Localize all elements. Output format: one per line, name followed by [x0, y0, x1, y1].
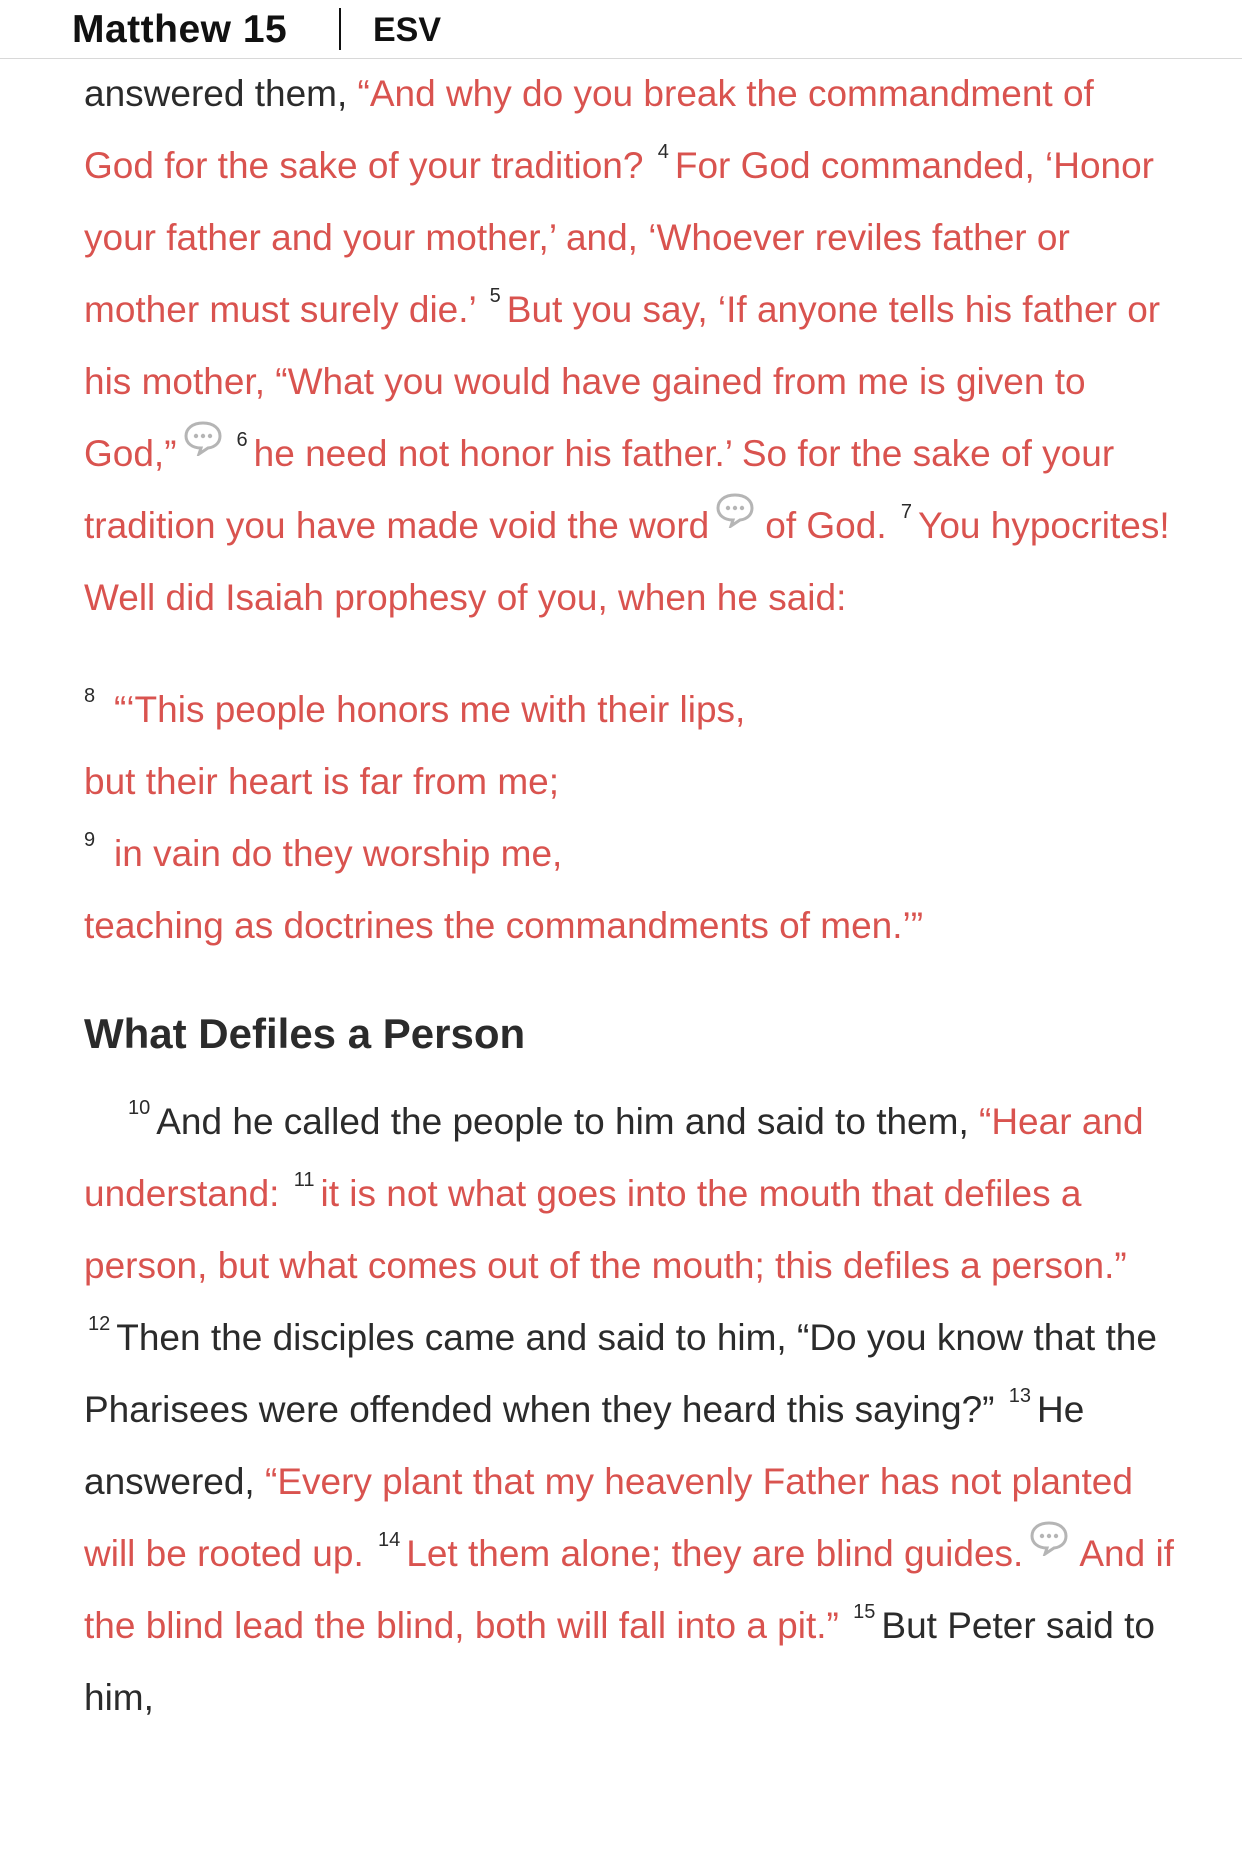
scripture-content: [84, 58, 1174, 1734]
verse-number: 13: [1008, 1385, 1032, 1407]
verse-text-red: he need not honor his father.’ So for the sake of your tradition you have made void the word: [84, 433, 1115, 546]
poetry-line: 8 “‘This people honors me with their lips,: [84, 685, 746, 730]
verse-number: 6: [236, 429, 248, 451]
verse-text-red: “Hear and understand:: [84, 1101, 1144, 1214]
version-label[interactable]: ESV: [373, 11, 442, 49]
header-divider: [339, 8, 341, 50]
verse-number: 5: [489, 285, 501, 307]
verse-number: 7: [900, 501, 913, 523]
verse-number: 14: [378, 1529, 401, 1551]
verse-text-red: of God.: [765, 505, 897, 546]
poetry-text: but their heart is far from me;: [84, 761, 560, 802]
verse-number: 12: [88, 1313, 111, 1335]
verse-text-red: “And why do you break the commandment of God for the sake of your tradition?: [84, 73, 1094, 186]
verse-text: He answered,: [84, 1389, 1085, 1502]
poetry-text: teaching as doctrines the commandments of men.’”: [84, 905, 924, 946]
book-chapter-title[interactable]: Matthew 15: [72, 8, 288, 51]
verse-number: 15: [853, 1601, 876, 1623]
verse-number: 10: [128, 1097, 151, 1119]
verse-text-red: For God commanded, ‘Honor your father and your mother,’ and, ‘Whoever reviles father or mother must surely die.’: [84, 145, 1155, 330]
verse-text-red: it is not what goes into the mouth that defiles a person, but what comes out of the mouth; this defiles a person.”: [84, 1173, 1127, 1286]
verse-text-red: You hypocrites! Well did Isaiah prophesy of you, when he said:: [84, 505, 1170, 618]
verse-text: answered them,: [84, 73, 358, 114]
paragraph-verses-3-7: [84, 58, 1174, 634]
verse-text: Then the disciples came and said to him, “Do you know that the Pharisees were offended when they heard this saying?”: [84, 1317, 1157, 1430]
poetry-block: [84, 674, 1174, 962]
footnote-comment-icon[interactable]: [183, 420, 223, 456]
verse-text: And he called the people to him and said to them,: [156, 1101, 980, 1142]
verse-text-red: Let them alone; they are blind guides.: [406, 1533, 1024, 1574]
section-heading: What Defiles a Person: [84, 1010, 526, 1057]
poetry-line: 9 in vain do they worship me,: [84, 829, 563, 874]
verse-text-red: And if the blind lead the blind, both will fall into a pit.”: [84, 1533, 1174, 1646]
paragraph-verses-10-15: [84, 1086, 1174, 1734]
poetry-text: “‘This people honors me with their lips,: [114, 689, 746, 730]
verse-text-red: “Every plant that my heavenly Father has not planted will be rooted up.: [84, 1461, 1133, 1574]
verse-text: But Peter said to him,: [84, 1605, 1155, 1718]
verse-number: 11: [293, 1169, 315, 1191]
footnote-comment-icon[interactable]: [1029, 1520, 1069, 1556]
poetry-line: [84, 746, 1174, 818]
verse-text-red: But you say, ‘If anyone tells his father or his mother, “What you would have gained from me is given to God,”: [84, 289, 1161, 474]
top-bar: [0, 0, 1242, 59]
poetry-line: [84, 890, 1174, 962]
verse-number: 4: [657, 141, 669, 163]
footnote-comment-icon[interactable]: [715, 492, 755, 528]
poetry-text: in vain do they worship me,: [114, 833, 563, 874]
